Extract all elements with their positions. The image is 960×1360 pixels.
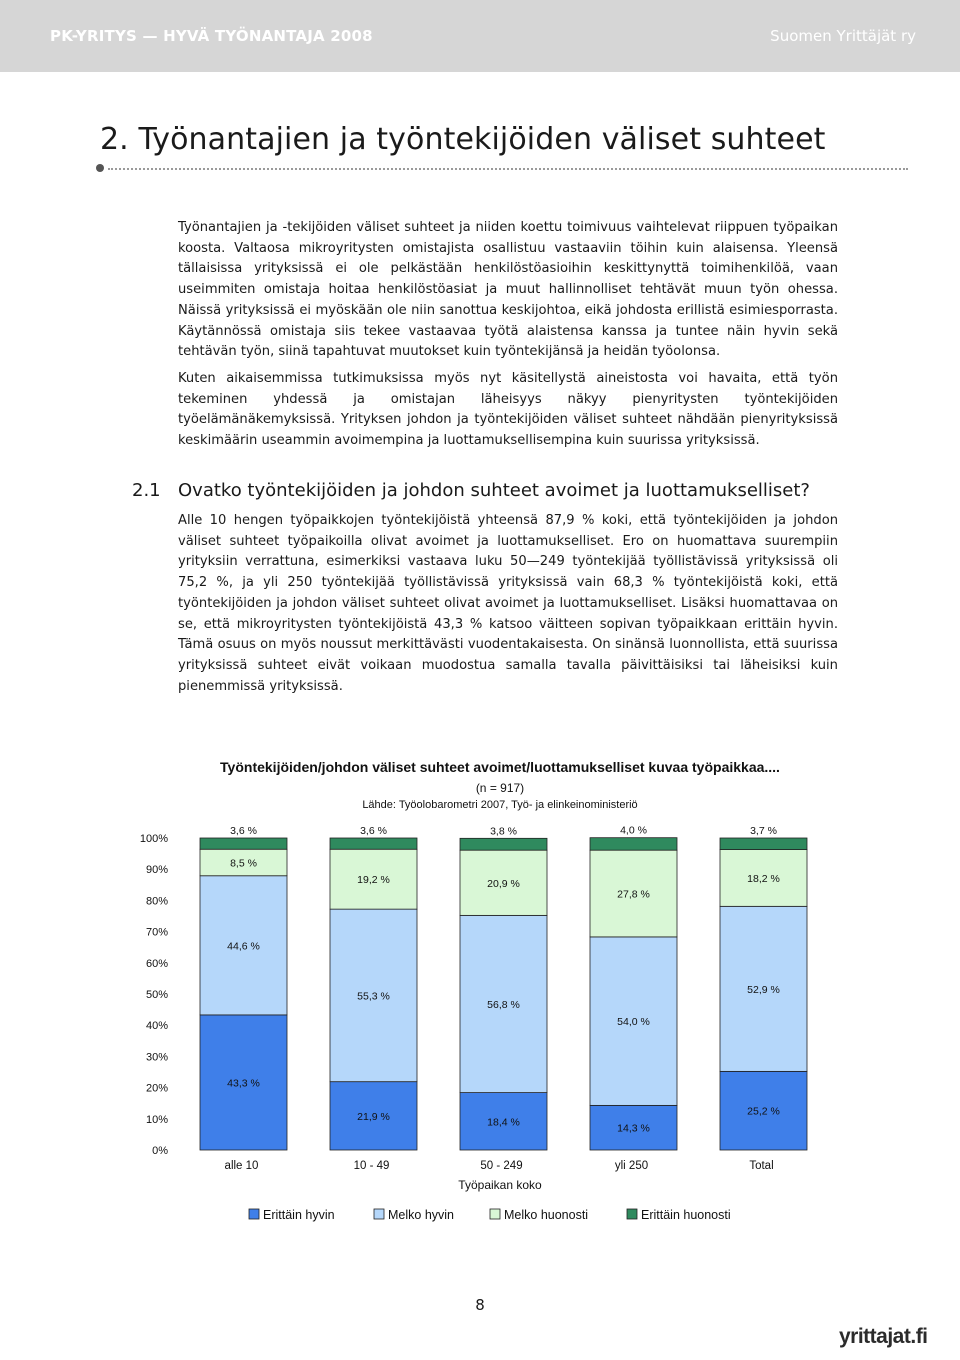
divider-line xyxy=(108,168,908,170)
chart-source: Lähde: Työolobarometri 2007, Työ- ja elinkeinoministeriö xyxy=(362,799,638,811)
y-tick-label: 70% xyxy=(145,926,168,939)
data-label: 3,6 % xyxy=(230,825,257,837)
data-label: 14,3 % xyxy=(617,1122,650,1135)
legend-swatch xyxy=(249,1209,259,1219)
x-tick-label: yli 250 xyxy=(614,1160,649,1172)
data-label: 44,6 % xyxy=(227,940,260,953)
chart-subtitle: (n = 917) xyxy=(475,781,525,795)
bar-segment xyxy=(590,838,677,850)
data-label: 27,8 % xyxy=(617,888,650,901)
chart-title: Työntekijöiden/johdon väliset suhteet avoimet/luottamukselliset kuvaa työpaikkaa.... xyxy=(220,759,780,775)
y-tick-label: 100% xyxy=(139,833,168,845)
stacked-bar-chart xyxy=(0,740,960,1240)
y-tick-label: 40% xyxy=(145,1020,168,1033)
x-tick-label: 10 - 49 xyxy=(353,1160,390,1172)
data-label: 3,7 % xyxy=(750,825,777,837)
x-axis xyxy=(225,1160,774,1172)
legend-label: Melko huonosti xyxy=(504,1208,589,1222)
section-title: Ovatko työntekijöiden ja johdon suhteet avoimet ja luottamukselliset? xyxy=(178,480,810,501)
legend-swatch xyxy=(374,1209,384,1219)
data-label: 25,2 % xyxy=(747,1105,780,1118)
header-bar xyxy=(0,0,960,72)
y-tick-label: 90% xyxy=(145,864,168,877)
x-tick-label: 50 - 249 xyxy=(480,1160,523,1172)
y-tick-label: 50% xyxy=(145,989,168,1001)
y-tick-label: 60% xyxy=(145,957,168,970)
data-label: 3,8 % xyxy=(490,825,517,838)
data-label: 56,8 % xyxy=(487,998,520,1011)
data-label: 54,0 % xyxy=(617,1016,650,1029)
data-label: 19,2 % xyxy=(357,874,390,887)
bar-segment xyxy=(720,838,807,850)
site-logo: yrittajat.fi xyxy=(839,1325,928,1348)
data-label: 18,4 % xyxy=(487,1116,520,1129)
legend-label: Melko hyvin xyxy=(388,1208,454,1222)
y-tick-label: 80% xyxy=(145,895,168,908)
body-paragraph: Kuten aikaisemmissa tutkimuksissa myös nyt käsitellystä aineistosta voi havaita, että työn tekeminen yhdessä ja omistajan läheisyys näkyy pienyritysten työntekijöiden työelämänäkemyksissä. Yrityksen johdon ja työntekijöiden väliset suhteet nähdään pienyrityksissä keskimäärin useammin avoimempina ja luottamuksellisempina kuin suurissa yrityksissä. xyxy=(178,371,838,449)
bar-segment xyxy=(330,838,417,849)
x-tick-label: alle 10 xyxy=(224,1160,259,1172)
data-label: 20,9 % xyxy=(487,877,520,890)
body-paragraph: Alle 10 hengen työpaikkojen työntekijöistä yhteensä 87,9 % koki, että työntekijöiden ja johdon väliset suhteet työpaikoilla olivat avoimet ja luottamukselliset. Ero on huomattava suurempiin yrityksiin verrattuna, esimerkiksi vastaava luku 50—249 työntekijää työllistävissä yrityksissä oli 75,2 %, ja yli 250 työntekijää työllistävissä yrityksissä vain 68,3 % työntekijöistä koki, että työntekijöiden ja johdon väliset suhteet olivat avoimet ja luottamukselliset. Lisäksi huomattavaa on se, että mikroyritysten työntekijöistä 43,3 % katsoo väitteen sopivan työpaikkaan erittäin hyvin. Tämä osuus on myös noussut merkittävästi vuodentakaisesta. On sinänsä luonnollista, että suurissa yrityksissä suhteet eivät voikaan muodostua samalla tavalla päivittäisiksi tai läheisiksi kuin pienemmissä yrityksissä. xyxy=(178,513,838,694)
bar-segment xyxy=(460,838,547,850)
x-axis-label: Työpaikan koko xyxy=(458,1178,542,1192)
y-axis xyxy=(140,833,168,1157)
publisher-name: Suomen Yrittäjät ry xyxy=(770,27,916,45)
data-label: 18,2 % xyxy=(747,872,780,885)
data-label: 43,3 % xyxy=(227,1077,260,1090)
data-label: 4,0 % xyxy=(620,824,647,837)
legend-label: Erittäin huonosti xyxy=(641,1208,731,1222)
y-tick-label: 30% xyxy=(145,1051,168,1064)
data-label: 8,5 % xyxy=(230,857,257,870)
page-number: 8 xyxy=(475,1296,485,1314)
data-label: 21,9 % xyxy=(357,1110,390,1123)
legend-swatch xyxy=(627,1209,637,1219)
bars xyxy=(200,825,807,1150)
data-label: 52,9 % xyxy=(747,983,780,996)
legend-label: Erittäin hyvin xyxy=(263,1208,335,1222)
body-paragraph: Työnantajien ja -tekijöiden väliset suhteet ja niiden koettu toimivuus vaihtelevat riippuen työpaikan koosta. Valtaosa mikroyritysten omistajista osallistuu vastaaviin töihin kuin alaisensa. Yleensä tällaisissa yrityksissä ei ole pelkästään henkilöstöasioihin keskittynyttä toimihenkilöä, vaan useimmiten omistaja hoitaa henkilöstöasiat ja muut hallinnolliset tehtävät muun työn ohessa. Näissä yrityksissä ei myöskään ole niin sanottua keskijohtoa, eikä johdosta erillistä esimiesporrasta. Käytännössä omistaja siis tekee vastaavaa työtä alaistensa kanssa ja tuntee näin hyvin sekä tehtävän työn, siinä tapahtuvat muutokset kuin työntekijänsä ja heidän työolonsa. xyxy=(178,220,838,360)
publication-title: PK-YRITYS — HYVÄ TYÖNANTAJA 2008 xyxy=(50,27,373,45)
section-number: 2.1 xyxy=(132,480,161,501)
chapter-title: 2. Työnantajien ja työntekijöiden väliset suhteet xyxy=(100,122,826,157)
bar-segment xyxy=(200,838,287,849)
legend xyxy=(249,1208,731,1222)
data-label: 55,3 % xyxy=(357,990,390,1003)
divider-dot xyxy=(96,164,104,172)
data-label: 3,6 % xyxy=(360,825,387,837)
legend-swatch xyxy=(490,1209,500,1219)
y-tick-label: 10% xyxy=(145,1113,168,1126)
y-tick-label: 0% xyxy=(152,1145,168,1157)
y-tick-label: 20% xyxy=(145,1082,168,1095)
x-tick-label: Total xyxy=(749,1160,774,1172)
